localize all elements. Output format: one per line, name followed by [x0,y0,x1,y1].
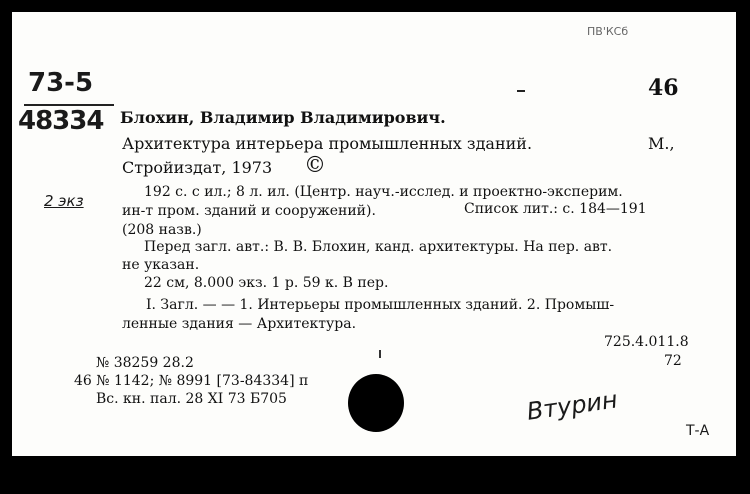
city: М., [648,134,675,153]
registration-line-3: Вс. кн. пал. 28 XI 73 Б705 [96,391,287,407]
physical-description: 22 см, 8.000 экз. 1 р. 59 к. В пер. [144,275,389,291]
copyright-mark: © [304,153,326,178]
description-line-1: 192 с. с ил.; 8 л. ил. (Центр. науч.-исслед. и проектно-эксперим. [144,184,623,200]
note-line-1: Перед загл. авт.: В. В. Блохин, канд. архитектуры. На пер. авт. [144,239,613,255]
tick-mark [379,350,381,358]
copies-note: 2 экз [44,192,84,210]
inventory-number: 48334 [18,106,104,136]
punch-hole [348,374,404,432]
classification-sub: 72 [664,353,682,369]
registration-line-2: 46 № 1142; № 8991 [73-84334] п [74,373,309,389]
subjects-line-2: ленные здания — Архитектура. [122,316,357,332]
corner-handwritten-marks: ПВ'КСб [587,25,629,38]
subjects-line-1: I. Загл. — — 1. Интерьеры промышленных зданий. 2. Промыш- [146,297,615,313]
handwritten-signature: Втурин [525,385,620,426]
author-heading: Блохин, Владимир Владимирович. [120,108,446,127]
corner-initials: Т-А [686,423,710,439]
note-line-2: не указан. [122,257,200,273]
stamp-number: 73-5 [28,68,94,98]
dash-mark [517,90,525,92]
title-line: Архитектура интерьера промышленных зданий. [122,134,533,153]
classification-number: 725.4.011.8 [604,334,689,350]
description-line-2a: ин-т пром. зданий и сооружений). [122,203,376,219]
catalog-card [12,12,736,456]
description-line-2b: Список лит.: с. 184—191 [464,201,647,217]
registration-line-1: № 38259 28.2 [96,355,194,371]
page-number: 46 [648,75,679,101]
publisher-line: Стройиздат, 1973 [122,158,273,177]
description-line-3: (208 назв.) [122,222,202,238]
